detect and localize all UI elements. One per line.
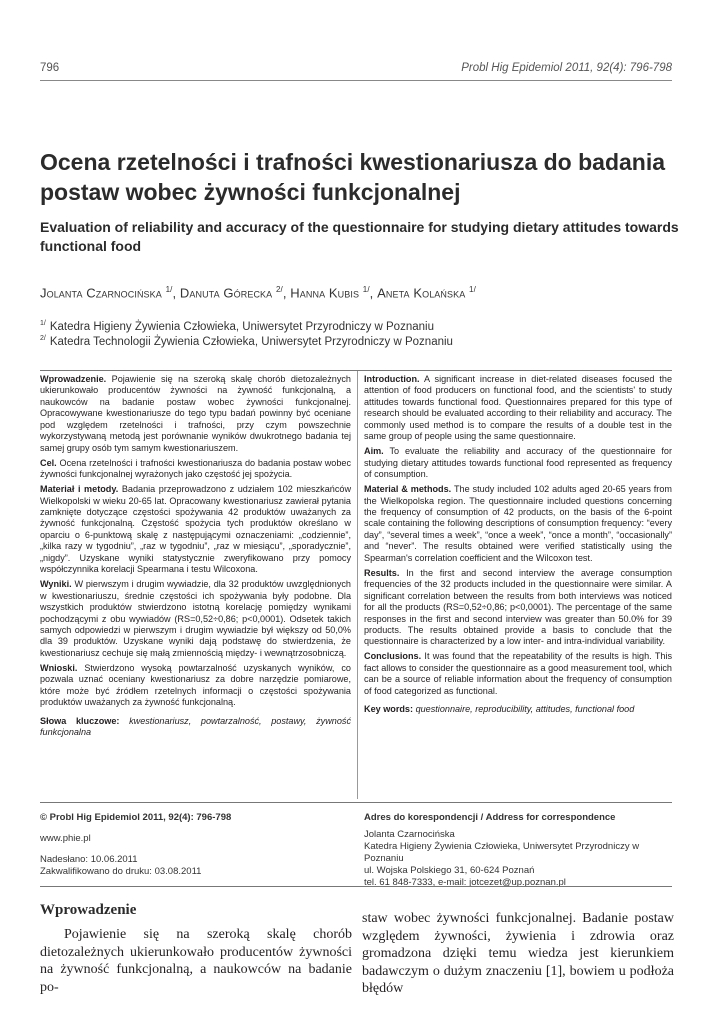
author-affiliation-mark: 1/	[469, 285, 476, 294]
author-name: Jolanta Czarnocińska	[40, 285, 162, 301]
affiliation-mark: 2/	[40, 335, 46, 342]
abstract-paragraph	[40, 663, 351, 709]
section-heading: Wprowadzenie	[40, 902, 137, 918]
body-column-right	[362, 910, 674, 998]
correspondence-contact: tel. 61 848-7333, e-mail: jotcezet@up.poznan.pl	[364, 877, 566, 888]
abstract-paragraph	[40, 458, 351, 481]
section-label: Wprowadzenie.	[40, 374, 107, 384]
abstract-paragraph	[364, 484, 672, 564]
paragraph-text: W pierwszym i drugim wywiadzie, dla 32 produktów uwzględnionych w kwestionariuszu, średnie częstości ich spożywania były podobne. Dla wszystkich produktów stwierdzono istotną korelację pomiędzy wynikami pochodzącymi z obu wywiadów (RS=0,52÷0,86; p<0,0001). Odsetek takich samych odpowiedzi w pierwszym i drugim wywiadzie był większy od 50,0% dla 39 produktów. Uzyskane wyniki dają podstawę do stwierdzenia, że kwestionariusz cechuje się małą zmiennością między- i wewnątrzosobniczą.	[40, 579, 351, 658]
keywords-text: questionnaire, reproducibility, attitudes, functional food	[415, 704, 635, 715]
paragraph-text: To evaluate the reliability and accuracy of the questionnaire for studying dietary attitudes towards functional food represented as frequency of consumption.	[364, 446, 672, 480]
paragraph-text: Badania przeprowadzono z udziałem 102 mieszkańców Wielkopolski w wieku 20-65 lat. Opracowany kwestionariusz zawierał pytania zamknięte dotyczące częstości spożywania 42 produktów uważanych za żywność funkcjonalną. Częstość spożycia tych produktów określano w oparciu o 6-punktową skalę z następującymi oznaczeniami: „codziennie”, „kilka razy w tygodniu”, „raz w tygodniu”, „raz w miesiącu”, „sporadycznie”, „nigdy”. Uzyskane wyniki statystycznie zweryfikowano przy pomocy współczynnika korelacji Spearmana i testu Wilcoxona.	[40, 484, 352, 575]
paragraph-text: Ocena rzetelności i trafności kwestionariusza do badania postaw wobec żywności funkcjonalnej wyrażonych jako częstość jej spożycia.	[40, 457, 351, 480]
keywords	[40, 716, 351, 739]
abstract-top-rule	[40, 370, 672, 371]
info-bottom-rule	[40, 886, 672, 887]
section-label: Materiał i metody.	[40, 484, 119, 495]
correspondence-info	[364, 812, 674, 889]
section-label: Wyniki.	[40, 579, 72, 590]
section-label: Key words:	[364, 704, 414, 715]
citation	[40, 812, 340, 824]
section-label: Cel.	[40, 457, 57, 468]
journal-url[interactable]: www.phie.pl	[40, 833, 91, 844]
affiliation-1	[40, 320, 434, 333]
section-label: Results.	[364, 567, 400, 578]
abstract-bottom-rule	[40, 802, 672, 803]
author-affiliation-mark: 2/	[275, 285, 283, 294]
paragraph-text: It was found that the repeatability of the results is high. This fact allows to consider the questionnaire as a good measurement tool, which can be a source of reliable information about the frequency of consumption of food categorized as functional.	[364, 651, 673, 696]
abstract-paragraph	[364, 568, 672, 648]
abstract-paragraph	[364, 651, 672, 697]
affiliation-text: Katedra Technologii Żywienia Człowieka, Uniwersytet Przyrodniczy w Poznaniu	[49, 335, 453, 348]
journal-reference: Probl Hig Epidemiol 2011, 92(4): 796-798	[461, 62, 672, 74]
title-english: Evaluation of reliability and accuracy of the questionnaire for studying dietary attitudes towards functional food	[40, 219, 679, 254]
abstract-column-divider	[357, 371, 358, 799]
keywords-text: kwestionariusz, powtarzalność, postawy, żywność funkcjonalna	[40, 715, 351, 738]
title-polish: Ocena rzetelności i trafności kwestionariusza do badania postaw wobec żywności funkcjonalnej	[40, 149, 666, 205]
correspondence-heading	[364, 812, 674, 824]
abstract-english	[364, 374, 672, 719]
body-column-left	[40, 926, 352, 996]
paragraph-text: Stwierdzono wysoką powtarzalność uzyskanych wyników, co pozwala uznać oceniany kwestionariusz za dobre narzędzie pomiarowe, które może być źródłem rzetelnych informacji o częstości spożywania produktów uważanych za żywność funkcjonalną.	[40, 662, 351, 708]
abstract-paragraph	[40, 579, 351, 659]
abstract-paragraph	[364, 446, 672, 480]
paragraph-text: In the first and second interview the average consumption frequencies of the 32 products included in the questionnaire were similar. A significant correlation between the results from both interviews was noticed for all the products (RS=0,52÷0,86; p<0,0001). The percentage of the same responses in the first and second interview was greater than 50.0% for 39 products. The results obtained provide a basis to conclude that the questionnaire is characterized by a low inter- and intra-individual variability.	[364, 567, 672, 647]
section-label: Słowa kluczowe:	[40, 715, 120, 726]
author-list: Jolanta Czarnocińska $^{1/}$, Danuta Górecka $^{2/}$, Hanna Kubis $^{1/}$, Aneta Kolańska $^{1/}$	[40, 285, 476, 301]
header-rule	[40, 80, 672, 81]
affiliation-2	[40, 335, 453, 348]
abstract-paragraph	[40, 374, 351, 454]
section-label: Introduction.	[364, 374, 420, 384]
paragraph-text: The study included 102 adults aged 20-65 years from the Wielkopolska region. The questionnaire included questions concerning the frequency of consumption of 42 products, on the basis of the 6-point scale containing the following descriptions of consumption frequency: “every day”, “several times a week”, “once a week”, “once a month”, “occasionally” and “never”. The results obtained were verified statistically using the Spearman's correlation coefficient and the Wilcoxon test.	[364, 484, 672, 563]
body-text: Pojawienie się na szeroką skalę chorób dietozależnych ukierunkowało producentów żywności na żywność funkcjonalną, a naukowców na badanie po-	[40, 927, 352, 995]
correspondence-department: Katedra Higieny Żywienia Człowieka, Uniwersytet Przyrodniczy w Poznaniu	[364, 841, 640, 864]
accepted-date: Zakwalifikowano do druku: 03.08.2011	[40, 866, 202, 877]
abstract-polish	[40, 374, 351, 742]
author-affiliation-mark: 1/	[362, 285, 370, 294]
section-label: Aim.	[364, 446, 384, 457]
publication-info	[40, 812, 340, 878]
author-name: Hanna Kubis	[290, 285, 360, 301]
keywords	[364, 704, 672, 715]
abstract-paragraph	[40, 484, 351, 576]
correspondence-heading-text: Adres do korespondencji / Address for correspondence	[364, 812, 616, 823]
correspondence-name: Jolanta Czarnocińska	[364, 829, 455, 840]
affiliation-mark: 1/	[40, 320, 46, 327]
body-text: staw wobec żywności funkcjonalnej. Badanie postaw względem żywności, żywienia i zdrowia oraz gromadzona dzięki temu wiedza jest kierunkiem badawczym o dużym znaczeniu [1], bowiem u podłoża błędów	[362, 911, 674, 996]
section-label: Conclusions.	[364, 651, 422, 662]
author-name: Aneta Kolańska	[377, 285, 466, 301]
paragraph-text: Pojawienie się na szeroką skalę chorób dietozależnych ukierunkowało producentów żywności na żywność funkcjonalną, a naukowców na badanie postaw wobec żywności funkcjonalnej. Opracowywane kwestionariusze do tego typu badań powinny być oceniane pod względem rzetelności i trafności, przy czym powszechnie wykorzystywaną metodą jest porównanie wyników dwukrotnego badania tej samej grupy osób tym samym kwestionariuszem.	[40, 374, 351, 453]
paragraph-text: A significant increase in diet-related diseases focused the attention of food producers on functional food, and the scientists' to study attitudes towards functional food. Questionnaires prepared for this type of research should be evaluated according to their reliability and accuracy. The commonly used method is to compare the results of a double test in the same group of people using the same questionnaire.	[364, 374, 672, 442]
page-number: 796	[40, 62, 60, 74]
correspondence-street: ul. Wojska Polskiego 31, 60-624 Poznań	[364, 865, 535, 876]
citation-text: © Probl Hig Epidemiol 2011, 92(4): 796-798	[40, 812, 232, 823]
author-affiliation-mark: 1/	[165, 285, 173, 294]
section-label: Wnioski.	[40, 662, 78, 673]
section-label: Material & methods.	[364, 484, 452, 495]
abstract-paragraph	[364, 374, 672, 443]
received-date: Nadesłano: 10.06.2011	[40, 854, 138, 865]
affiliation-text: Katedra Higieny Żywienia Człowieka, Uniwersytet Przyrodniczy w Poznaniu	[49, 320, 434, 333]
author-name: Danuta Górecka	[179, 285, 273, 301]
